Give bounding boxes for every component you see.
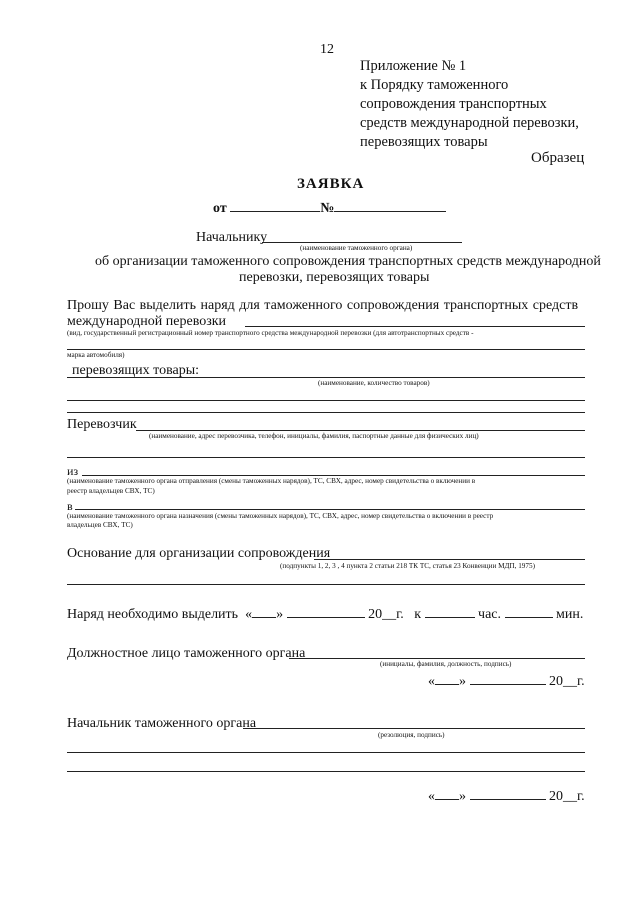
goods-field-2[interactable] (67, 400, 585, 401)
basis-field[interactable] (314, 559, 585, 560)
quote-open: « (245, 607, 253, 622)
vehicle-hint: (вид, государственный регистрационный номер транспортного средства международной перевозки (для автотранспортных средств - (67, 329, 474, 337)
route-to-hint: (наименование таможенного органа назначения (смены таможенных нарядов), ТС, СВХ, адрес, номер свидетельства о включении в реестр (67, 512, 494, 520)
schedule-label: Наряд необходимо выделить (67, 607, 239, 622)
appendix-line: средств международной перевозки, (360, 115, 579, 131)
goods-field-3[interactable] (67, 412, 585, 413)
hours-label: час. (478, 607, 502, 622)
chief-field-3[interactable] (67, 771, 585, 772)
carrier-hint: (наименование, адрес перевозчика, телефон, инициалы, фамилия, паспортные данные для физических лиц) (149, 432, 479, 440)
official-month-field[interactable] (470, 671, 546, 685)
number-sign: № (320, 201, 335, 216)
month-field[interactable] (287, 604, 365, 618)
goods-label: перевозящих товары: (72, 363, 200, 378)
official-field[interactable] (289, 658, 585, 659)
vehicle-hint: марка автомобиля) (67, 351, 125, 359)
page-number: 12 (320, 42, 334, 57)
basis-hint: (подпункты 1, 2, 3 , 4 пункта 2 статьи 218 ТК ТС, статья 23 Конвенции МДП, 1975) (280, 562, 535, 570)
basis-field-2[interactable] (67, 584, 585, 585)
minutes-label: мин. (556, 607, 584, 622)
carrier-field-2[interactable] (67, 457, 585, 458)
quote-open: « (428, 674, 435, 689)
addressee-hint: (наименование таможенного органа) (300, 244, 413, 252)
route-from-hint: реестр владельцев СВХ, ТС) (67, 487, 155, 495)
appendix-line: к Порядку таможенного (360, 77, 509, 93)
quote-close: » (459, 674, 466, 689)
appendix-line: сопровождения транспортных (360, 96, 547, 112)
day-field[interactable] (252, 604, 276, 618)
route-to-label: в (67, 499, 73, 513)
schedule-line (67, 604, 583, 623)
chief-date (428, 786, 585, 805)
number-field[interactable] (334, 198, 446, 212)
route-to-field[interactable] (75, 509, 585, 510)
at-label: к (414, 607, 422, 622)
route-from-hint: (наименование таможенного органа отправления (смены таможенных нарядов), ТС, СВХ, адрес, номер свидетельства о включении в (67, 477, 476, 485)
sample-label: Образец (531, 150, 585, 166)
addressee-field[interactable] (262, 242, 462, 243)
goods-hint: (наименование, количество товаров) (318, 379, 430, 387)
quote-close: » (276, 607, 284, 622)
carrier-label: Перевозчик (67, 417, 137, 432)
subject-line: об организации таможенного сопровождения транспортных средств международной (95, 254, 601, 269)
appendix-line: перевозящих товары (360, 134, 488, 150)
title-number-line (213, 198, 446, 217)
minutes-field[interactable] (505, 604, 553, 618)
route-from-label: из (67, 464, 79, 478)
request-line: международной перевозки (67, 314, 227, 329)
year-label: 20__г. (368, 607, 404, 622)
chief-label: Начальник таможенного органа (67, 716, 257, 731)
route-from-field[interactable] (82, 475, 585, 476)
vehicle-field-2[interactable] (67, 349, 585, 350)
vehicle-field[interactable] (245, 326, 585, 327)
chief-field-2[interactable] (67, 752, 585, 753)
addressee-label: Начальнику (196, 230, 268, 245)
appendix-line: Приложение № 1 (360, 58, 467, 74)
document-title: ЗАЯВКА (297, 176, 365, 192)
subject-line: перевозки, перевозящих товары (239, 270, 430, 285)
official-hint: (инициалы, фамилия, должность, подпись) (380, 660, 512, 668)
date-field[interactable] (230, 198, 320, 212)
route-to-hint: владельцев СВХ, ТС) (67, 521, 133, 529)
chief-month-field[interactable] (470, 786, 546, 800)
appendix-block (360, 57, 579, 152)
chief-field[interactable] (243, 728, 585, 729)
carrier-field[interactable] (136, 430, 585, 431)
quote-close: » (459, 789, 466, 804)
hours-field[interactable] (425, 604, 475, 618)
official-label: Должностное лицо таможенного органа (67, 646, 306, 661)
quote-open: « (428, 789, 435, 804)
chief-hint: (резолюция, подпись) (378, 731, 445, 739)
basis-label: Основание для организации сопровождения (67, 546, 331, 561)
request-line: Прошу Вас выделить наряд для таможенного сопровождения транспортных средств (67, 298, 579, 313)
year-label: 20__г. (549, 674, 585, 689)
year-label: 20__г. (549, 789, 585, 804)
official-day-field[interactable] (435, 671, 459, 685)
from-label: от (213, 201, 227, 216)
official-date (428, 671, 585, 690)
chief-day-field[interactable] (435, 786, 459, 800)
goods-field[interactable] (67, 377, 585, 378)
